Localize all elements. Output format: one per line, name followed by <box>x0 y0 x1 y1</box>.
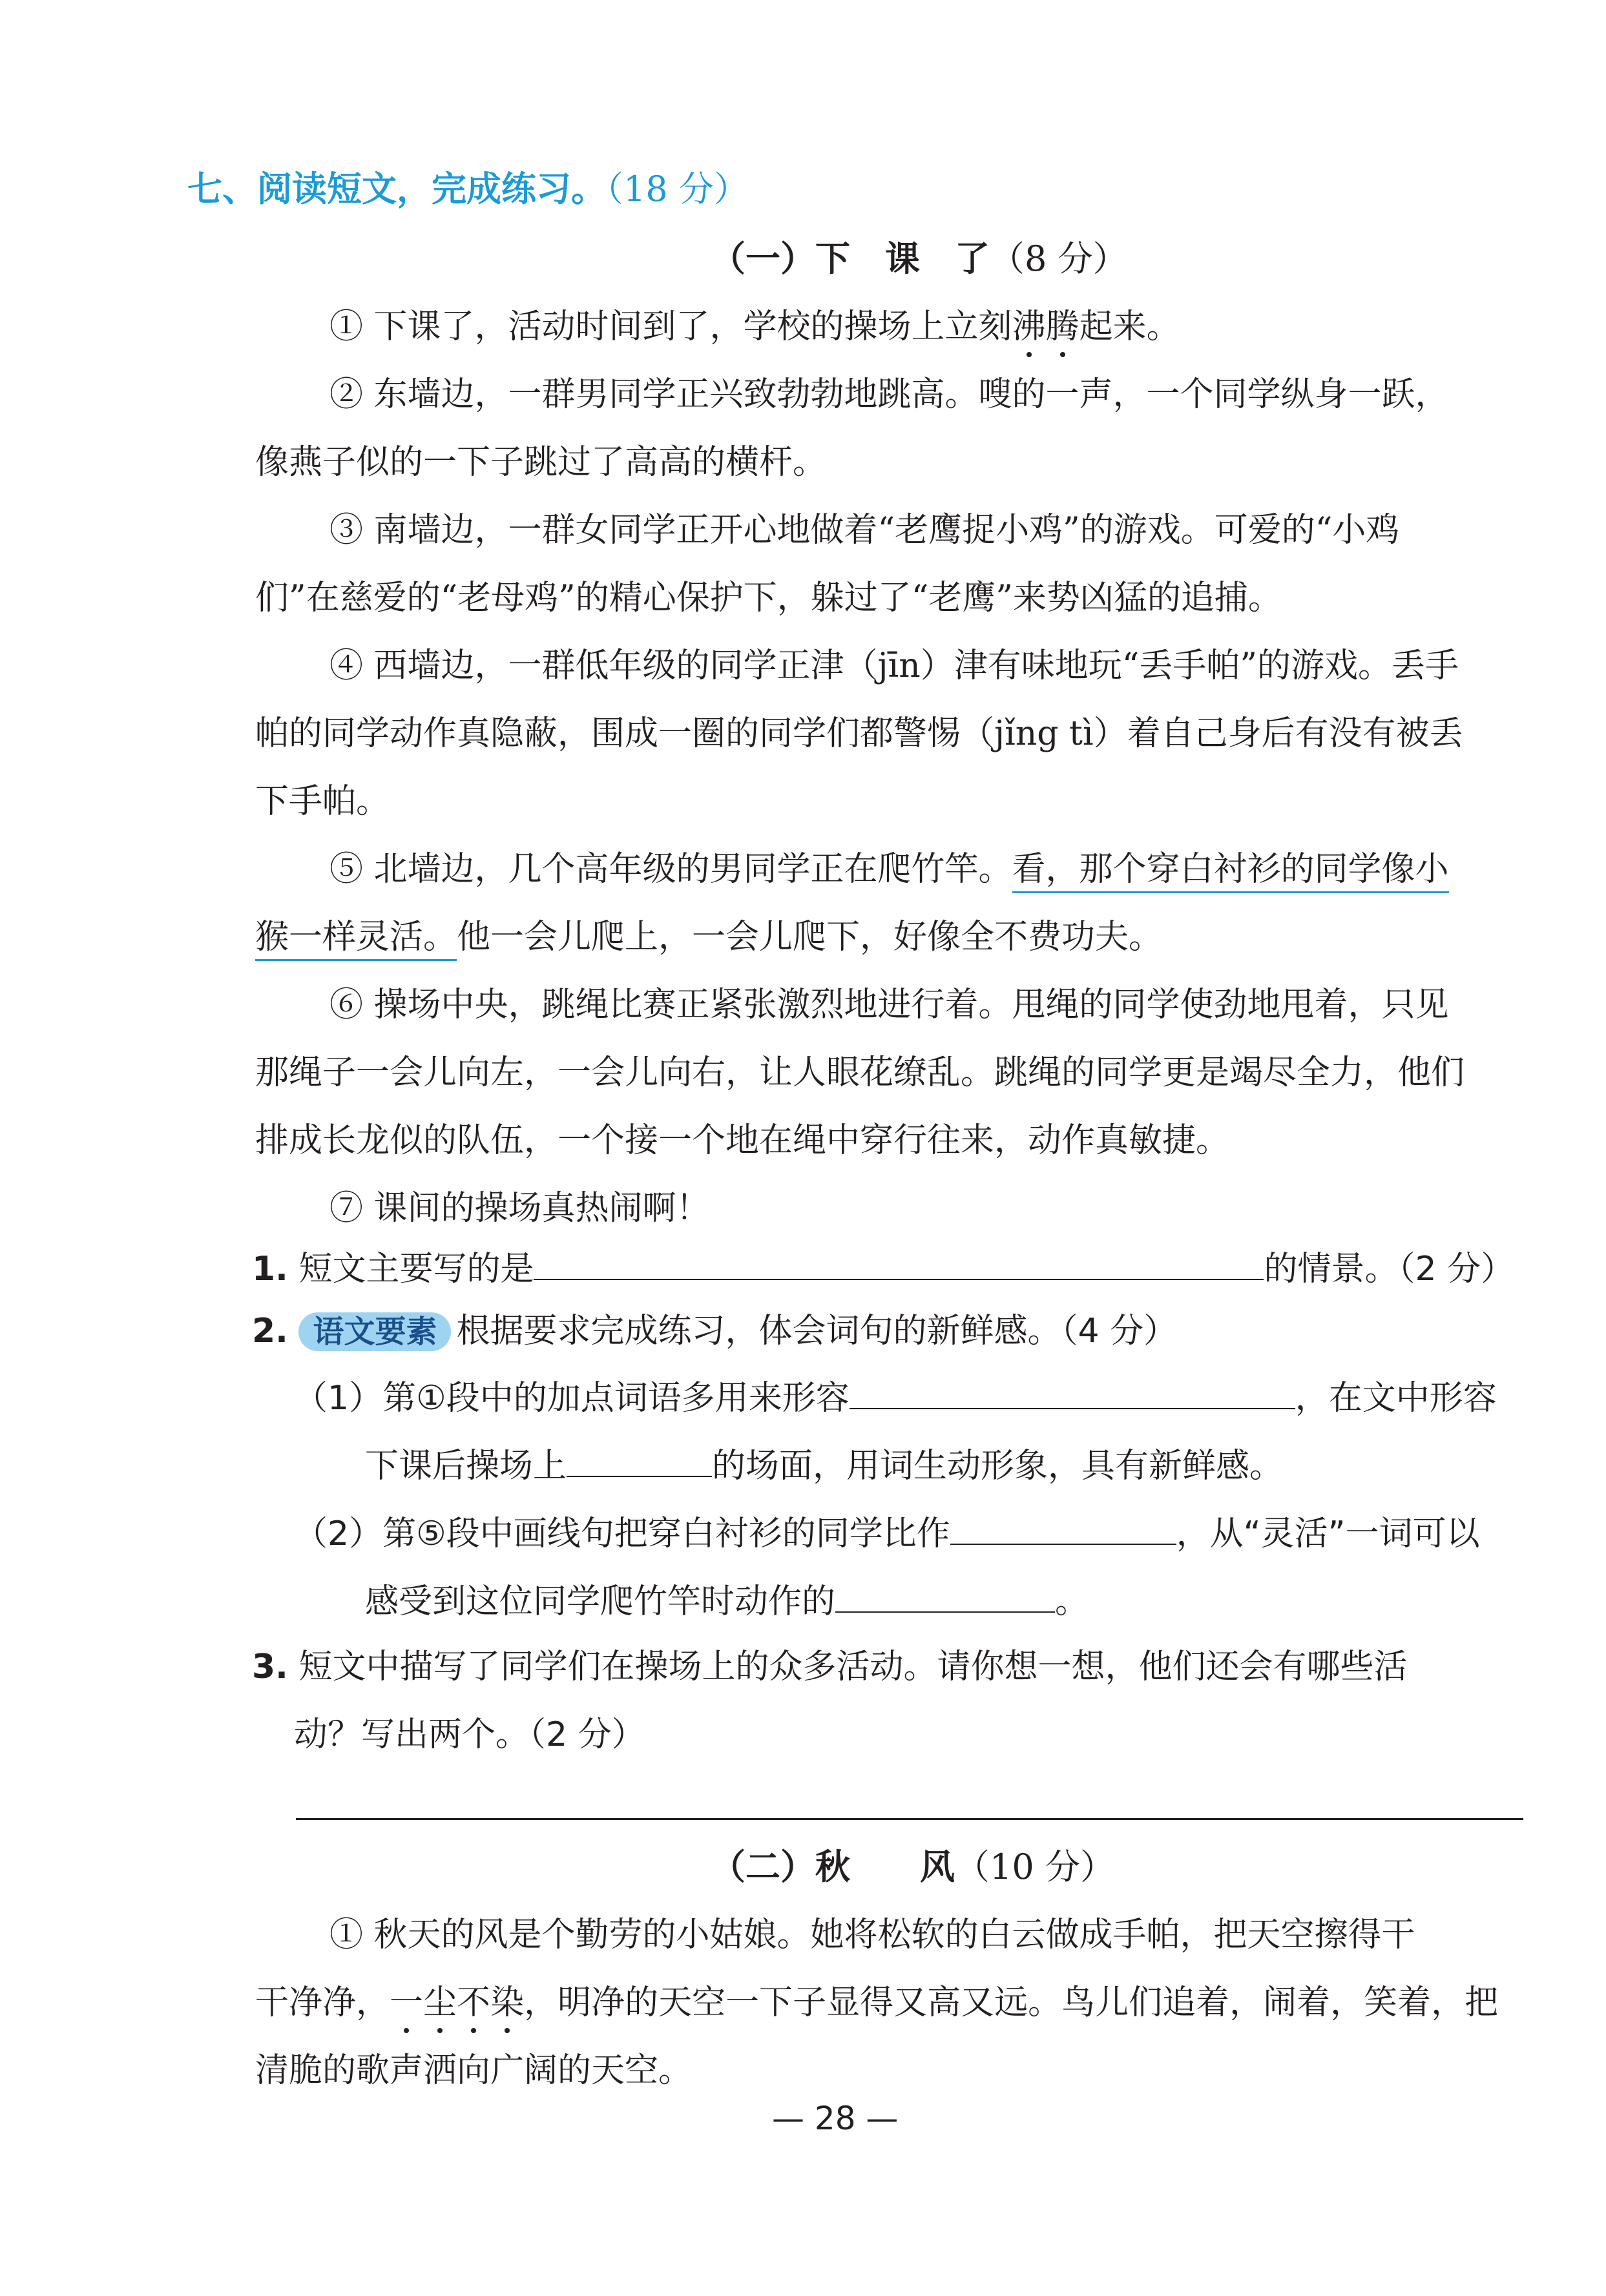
p1-text-b: 起来。 <box>1079 307 1180 346</box>
question-text: ，在文中形容 <box>1295 1379 1497 1418</box>
paragraph-6-line-1: ⑥ 操场中央，跳绳比赛正紧张激烈地进行着。甩绳的同学使劲地甩着，只见 <box>329 986 1449 1024</box>
underlined-sentence: 看，那个穿白衬衫的同学像小 <box>1012 850 1449 893</box>
question-2-2-line-1 <box>294 1511 1480 1554</box>
p2-text-a: 干净净， <box>255 1983 390 2022</box>
answer-blank[interactable] <box>567 1443 712 1477</box>
question-2-1-line-1 <box>294 1376 1497 1418</box>
question-text: 的场面，用词生动形象，具有新鲜感。 <box>712 1447 1284 1485</box>
p1-text-a: ① 下课了，活动时间到了，学校的操场上立刻 <box>329 307 1012 346</box>
paragraph-6-line-2: 那绳子一会儿向左，一会儿向右，让人眼花缭乱。跳绳的同学更是竭尽全力，他们 <box>255 1053 1465 1092</box>
paragraph-3-line-1: ③ 南墙边，一群女同学正开心地做着“老鹰捉小鸡”的游戏。可爱的“小鸡 <box>329 511 1400 550</box>
question-text: 的情景。（2 分） <box>1264 1250 1515 1288</box>
passage2-line-3: 清脆的歌声洒向广阔的天空。 <box>255 2051 693 2090</box>
question-text: 根据要求完成练习，体会词句的新鲜感。（4 分） <box>456 1312 1178 1350</box>
question-text: （2）第⑤段中画线句把穿白衬衫的同学比作 <box>294 1515 950 1553</box>
paragraph-1 <box>329 307 1180 347</box>
paragraph-4-line-1: ④ 西墙边，一群低年级的同学正津（jīn）津有味地玩“丢手帕”的游戏。丢手 <box>329 646 1459 685</box>
passage1-heading <box>711 239 1128 279</box>
paragraph-3-line-2: 们”在慈爱的“老母鸡”的精心保护下，躲过了“老鹰”来势凶猛的追捕。 <box>255 579 1282 617</box>
question-text: 。 <box>1055 1582 1089 1621</box>
paragraph-2-line-2: 像燕子似的一下子跳过了高高的横杆。 <box>255 443 827 482</box>
category-badge: 语文要素 <box>298 1312 451 1351</box>
paragraph-7: ⑦ 课间的操场真热闹啊！ <box>329 1189 710 1228</box>
question-1 <box>252 1246 1514 1289</box>
question-number: 1. <box>252 1250 288 1288</box>
dotted-char: 染 <box>490 1983 525 2022</box>
answer-line[interactable] <box>296 1818 1523 1820</box>
question-text: 短文中描写了同学们在操场上的众多活动。请你想一想，他们还会有哪些活 <box>298 1648 1408 1686</box>
question-text: 感受到这位同学爬竹竿时动作的 <box>365 1582 836 1621</box>
question-3-line-2: 动？写出两个。（2 分） <box>294 1715 645 1754</box>
answer-blank[interactable] <box>950 1511 1176 1545</box>
paragraph-5-line-1 <box>329 849 1449 889</box>
paragraph-6-line-3: 排成长龙似的队伍，一个接一个地在绳中穿行往来，动作真敏捷。 <box>255 1121 1230 1160</box>
dotted-char: 一 <box>390 1983 424 2022</box>
dotted-char: 不 <box>457 1983 491 2022</box>
question-2 <box>252 1311 1177 1351</box>
underlined-sentence: 猴一样灵活。 <box>255 918 457 961</box>
passage1-points: （8 分） <box>990 238 1128 279</box>
passage2-line-2 <box>255 1983 1498 2023</box>
passage2-line-1: ① 秋天的风是个勤劳的小姑娘。她将松软的白云做成手帕，把天空擦得干 <box>329 1916 1415 1954</box>
dotted-char: 腾 <box>1045 307 1079 346</box>
p2-text-b: ，明净的天空一下子显得又高又远。鸟儿们追着，闹着，笑着，把 <box>524 1983 1499 2022</box>
paragraph-4-line-2: 帕的同学动作真隐蔽，围成一圈的同学们都警惕（jǐng tì）着自己身后有没有被丢 <box>255 714 1463 753</box>
dotted-char: 沸 <box>1012 307 1046 346</box>
paragraph-4-line-3: 下手帕。 <box>255 782 390 821</box>
section-title-text: 七、阅读短文，完成练习。 <box>187 169 606 209</box>
answer-blank[interactable] <box>835 1579 1055 1613</box>
page-number: — 28 — <box>772 2100 899 2137</box>
dotted-char: 尘 <box>423 1983 457 2022</box>
question-text: ，从“灵活”一词可以 <box>1176 1515 1480 1553</box>
answer-blank[interactable] <box>850 1376 1295 1409</box>
passage1-title: （一）下 课 了 <box>711 238 990 279</box>
question-2-1-line-2 <box>365 1443 1283 1486</box>
question-number: 3. <box>252 1648 288 1686</box>
paragraph-5-line-2 <box>255 917 1162 957</box>
question-text: 下课后操场上 <box>365 1447 567 1485</box>
question-text: 短文主要写的是 <box>298 1250 534 1288</box>
answer-blank[interactable] <box>534 1246 1264 1280</box>
question-text: （1）第①段中的加点词语多用来形容 <box>294 1379 850 1418</box>
question-number: 2. <box>252 1312 288 1350</box>
section-points: （18 分） <box>606 169 749 209</box>
paragraph-2-line-1: ② 东墙边，一群男同学正兴致勃勃地跳高。嗖的一声，一个同学纵身一跃， <box>329 375 1449 414</box>
passage2-points: （10 分） <box>955 1846 1115 1887</box>
question-3-line-1 <box>252 1647 1407 1687</box>
passage2-title: （二）秋 风 <box>711 1846 955 1887</box>
passage2-heading <box>711 1847 1115 1887</box>
section-title <box>187 169 749 209</box>
p5-text-b: 他一会儿爬上，一会儿爬下，好像全不费功夫。 <box>457 918 1163 957</box>
question-2-2-line-2 <box>365 1579 1089 1622</box>
p5-text-a: ⑤ 北墙边，几个高年级的男同学正在爬竹竿。 <box>329 850 1012 889</box>
